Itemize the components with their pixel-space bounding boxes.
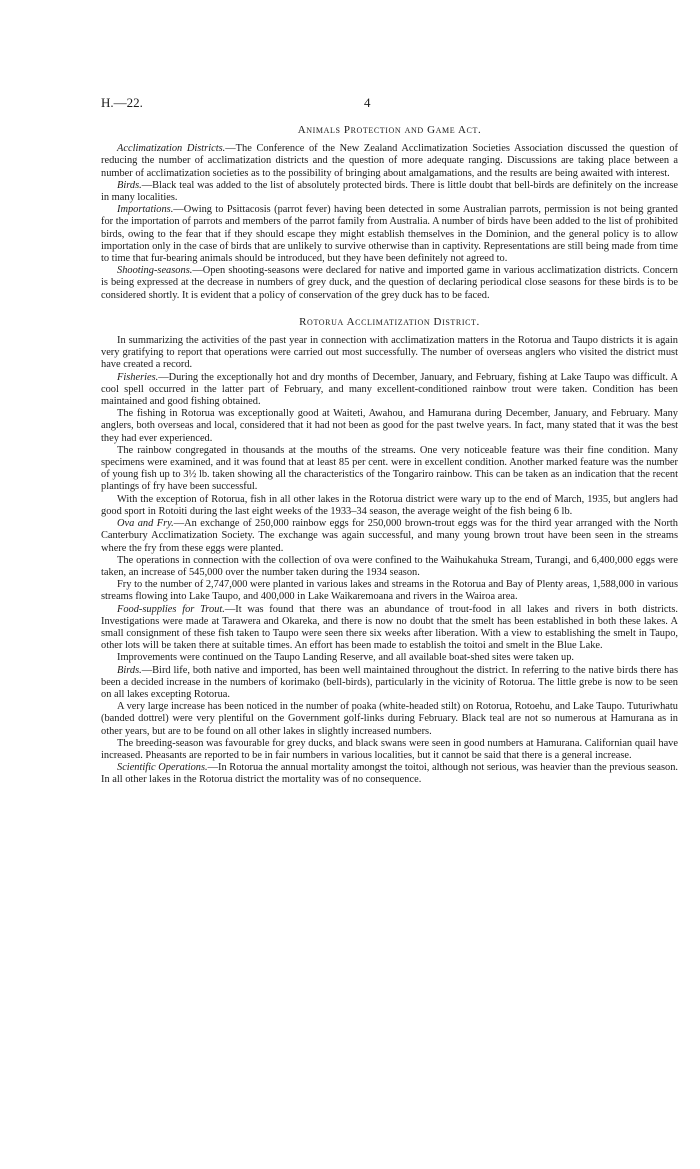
paragraph-subheading: Birds. (117, 179, 142, 191)
paragraph-text: —It was found that there was an abundance of trout-food in all lakes and rivers in both districts. Investigations were made at Tarawera and Okareka, and there is now no doubt that the smelt has been established in both these lakes. A small consignment of these fish taken to Taupo were seen there six weeks after liberation. With a view to establishing the smelt in Taupo, other lots will be taken there at suitable times. An effort has been made to establish the toitoi and smelt in the Blue Lake. (101, 603, 678, 652)
paragraph-text: Fry to the number of 2,747,000 were planted in various lakes and streams in the Rotorua and Bay of Plenty areas, 1,588,000 in various streams flowing into Lake Taupo, and 400,000 in Lake Waikaremoana and rivers in the Wairoa area. (101, 579, 678, 603)
paragraph-text: With the exception of Rotorua, fish in all other lakes in the Rotorua district were wary up to the end of March, 1935, but anglers had good sport in Rotoiti during the last eight weeks of the 1933–34 season, the average weight of the fish being 6 lb. (101, 493, 678, 517)
paragraph (101, 701, 678, 738)
paragraph (101, 143, 678, 180)
section-heading: Animals Protection and Game Act. (297, 124, 482, 136)
paragraph-subheading: Ova and Fry. (117, 518, 174, 530)
paragraph-text: —Open shooting-seasons were declared for native and imported game in various acclimatization districts. Concern is being expressed at the decrease in numbers of grey duck, and the question of declaring periodical close seasons for these birds is to be considered shortly. It is evident that a policy of conservation of the grey duck has to be faced. (101, 265, 678, 301)
paragraph (101, 579, 678, 603)
paragraph (101, 738, 678, 762)
paragraph-text: —The Conference of the New Zealand Acclimatization Societies Association discussed the question of reducing the number of acclimatization districts and the question of more adequate ranging. Discussions are taking place between a number of acclimatization societies as to the possibility of bringing about amalgamations, and the results are being awaited with interest. (101, 143, 679, 179)
paragraph-text: —During the exceptionally hot and dry months of December, January, and February, fishing at Lake Taupo was difficult. A cool spell occurred in the latter part of February, and many excellent-conditioned rainbow trout were taken. Condition has been maintained and good fishing obtained. (101, 371, 678, 408)
paragraph-text: Improvements were continued on the Taupo Landing Reserve, and all available boat-shed sites were taken up. (117, 652, 574, 664)
paragraph-text: —Owing to Psittacosis (parrot fever) having been detected in some Australian parrots, permission is not being granted for the importation of parrots and members of the parrot family from Australia. A number of birds have been added to the list of prohibited birds, owing to the fear that if they should escape they might establish themselves in the Dominion, and the general policy is to allow importation only in the case of birds that are unlikely to survive otherwise than in captivity. Representations are still being made from time to time that fur-bearing animals should be introduced, but they have been definitely not agreed to. (101, 204, 678, 265)
paragraph (101, 372, 678, 409)
paragraph (101, 494, 678, 518)
paragraph-text: —In Rotorua the annual mortality amongst the toitoi, although not serious, was heavier than the previous season. In all other lakes in the Rotorua district the mortality was of no consequence. (101, 762, 678, 786)
paragraph-subheading: Fisheries. (117, 371, 159, 383)
paragraph (101, 265, 678, 302)
paragraph-subheading: Shooting-seasons. (117, 265, 193, 277)
paragraph-text: —An exchange of 250,000 rainbow eggs for 250,000 brown-trout eggs was for the third year arranged with the North Canterbury Acclimatization Society. The exchange was again successful, and many young brown trout have been seen in the streams where the fry from these eggs were planted. (101, 518, 679, 554)
paragraph-text: A very large increase has been noticed in the number of poaka (white-headed stilt) on Rotorua, Rotoehu, and Lake Taupo. Tuturiwhatu (banded dottrel) were very plentiful on the Government golf-links during February. Black teal are not so numerous at Hamurana as in other years, but are to be found on all other lakes in slightly increased numbers. (101, 701, 678, 737)
paragraph-subheading: Food-supplies for Trout. (117, 603, 225, 615)
paragraph-text: —Bird life, both native and imported, has been well maintained throughout the district. In referring to the native birds there has been a decided increase in the numbers of korimako (bell-birds), particularly in the vicinity of Rotorua. The little grebe is now to be seen on all lakes excepting Rotorua. (101, 664, 678, 700)
document-body (101, 124, 678, 787)
paragraph (101, 335, 678, 372)
paragraph-subheading: Scientific Operations. (117, 762, 208, 774)
paragraph-text: —Black teal was added to the list of absolutely protected birds. There is little doubt that bell-birds are definitely on the increase in many localities. (101, 179, 678, 204)
paragraph (101, 180, 678, 204)
paragraph (101, 445, 678, 494)
section-heading: Rotorua Acclimatization District. (299, 315, 480, 328)
paragraph (101, 408, 678, 445)
paragraph-text: The operations in connection with the collection of ova were confined to the Waihukahuka Stream, Turangi, and 6,400,000 eggs were taken, an increase of 545,000 over the number taken during the 1934 season. (101, 554, 678, 578)
paragraph-text: The breeding-season was favourable for grey ducks, and black swans were seen in good numbers at Hamurana. Californian quail have increased. Pheasants are reported to be in fair numbers in various localities, but it cannot be said that there is a general increase. (101, 737, 678, 761)
paragraph-text: The rainbow congregated in thousands at the mouths of the streams. One very noticeable feature was their fine condition. Many specimens were examined, and it was found that at least 85 per cent. were in excellent condition. Another marked feature was the number of young fish up to 3½ lb. taken showing all the characteristics of the Tongariro rainbow. This can be taken as an indication that the recent plantings of fry have been successful. (101, 444, 678, 493)
paragraph-subheading: Acclimatization Districts. (117, 143, 226, 155)
page-number: 4 (364, 95, 371, 110)
paragraph (101, 555, 678, 579)
paragraph (101, 762, 678, 786)
paragraph-text: In summarizing the activities of the past year in connection with acclimatization matters in the Rotorua and Taupo districts it is again very gratifying to report that operations were carried out most successfully. The number of overseas anglers who visited the district must have created a record. (101, 335, 678, 371)
paragraph (101, 604, 678, 653)
report-reference: H.—22. (101, 95, 143, 110)
paragraph (101, 652, 678, 664)
paragraph (101, 204, 678, 265)
paragraph-text: The fishing in Rotorua was exceptionally good at Waiteti, Awahou, and Hamurana during December, January, and February. Many anglers, both overseas and local, considered that it had not been as good for the past twelve years. In fact, many stated that it was the best they had ever experienced. (101, 408, 678, 444)
paragraph (101, 518, 678, 555)
paragraph (101, 665, 678, 702)
paragraph-subheading: Birds. (117, 664, 142, 676)
paragraph-subheading: Importations. (117, 204, 174, 216)
